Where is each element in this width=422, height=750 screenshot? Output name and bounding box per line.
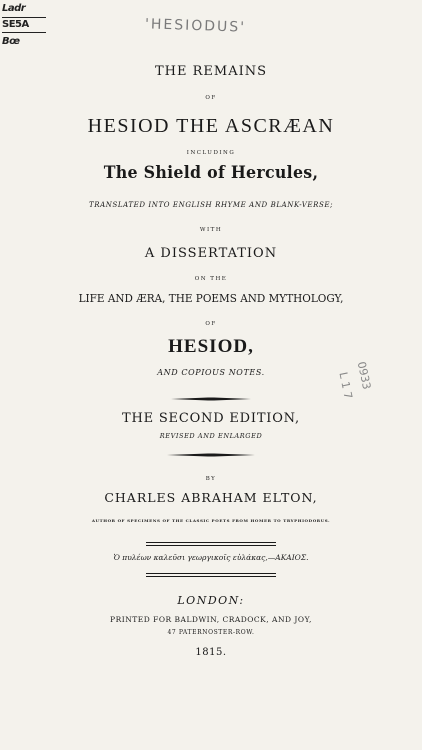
- title-of-1: OF: [205, 95, 217, 101]
- greek-epigraph: Ὁ πυλέων καλεῦσι γεωργικοῖς εὐλάκας,—ΑΚΑΙΟΣ.: [113, 553, 309, 562]
- title-copious-notes: AND COPIOUS NOTES.: [157, 368, 265, 377]
- imprint-address: 47 PATERNOSTER-ROW.: [167, 629, 255, 636]
- title-a-dissertation: A DISSERTATION: [144, 246, 278, 261]
- stamp-letters: L 1 7: [336, 370, 355, 401]
- title-including: INCLUDING: [186, 150, 236, 156]
- imprint-london: LONDON:: [177, 594, 245, 607]
- double-rule-top-2: [146, 545, 276, 546]
- imprint-year: 1815.: [195, 647, 227, 658]
- double-rule-bottom-2: [146, 576, 276, 577]
- title-author-sub: AUTHOR OF SPECIMENS OF THE CLASSIC POETS FROM HOMER TO TRYPHIODORUS.: [91, 518, 331, 523]
- shelfmark-line-2: SE5A: [2, 17, 46, 33]
- ornamental-rule-1: [171, 397, 251, 400]
- title-hesiod-the-ascraean: HESIOD THE ASCRÆAN: [87, 115, 335, 137]
- title-second-edition: THE SECOND EDITION,: [122, 411, 300, 426]
- shelfmark-line-3: Bœ: [2, 36, 20, 47]
- imprint-printed: PRINTED FOR BALDWIN, CRADOCK, AND JOY,: [110, 615, 312, 624]
- library-shelfmark: [2, 0, 62, 62]
- title-on-the: ON THE: [194, 276, 228, 282]
- ornamental-rule-2: [167, 453, 255, 456]
- title-shield-of-hercules: The Shield of Hercules,: [103, 163, 319, 183]
- title-life-and-aera: LIFE AND ÆRA, THE POEMS AND MYTHOLOGY,: [78, 292, 344, 305]
- title-revised: REVISED AND ENLARGED: [159, 432, 263, 440]
- title-translated: TRANSLATED INTO ENGLISH RHYME AND BLANK-VERSE;: [88, 201, 334, 209]
- double-rule-top-1: [146, 542, 276, 543]
- title-by: BY: [205, 476, 217, 482]
- title-with: WITH: [199, 227, 223, 233]
- title-the-remains: THE REMAINS: [154, 64, 268, 79]
- pencil-annotation: 'HESIODUS': [144, 16, 247, 36]
- stamp-number: 0933: [354, 360, 374, 391]
- shelfmark-line-1: Ladr: [2, 3, 26, 14]
- title-author: CHARLES ABRAHAM ELTON,: [104, 490, 318, 505]
- title-hesiod: HESIOD,: [168, 336, 254, 357]
- double-rule-bottom-1: [146, 573, 276, 574]
- title-of-2: OF: [205, 321, 217, 327]
